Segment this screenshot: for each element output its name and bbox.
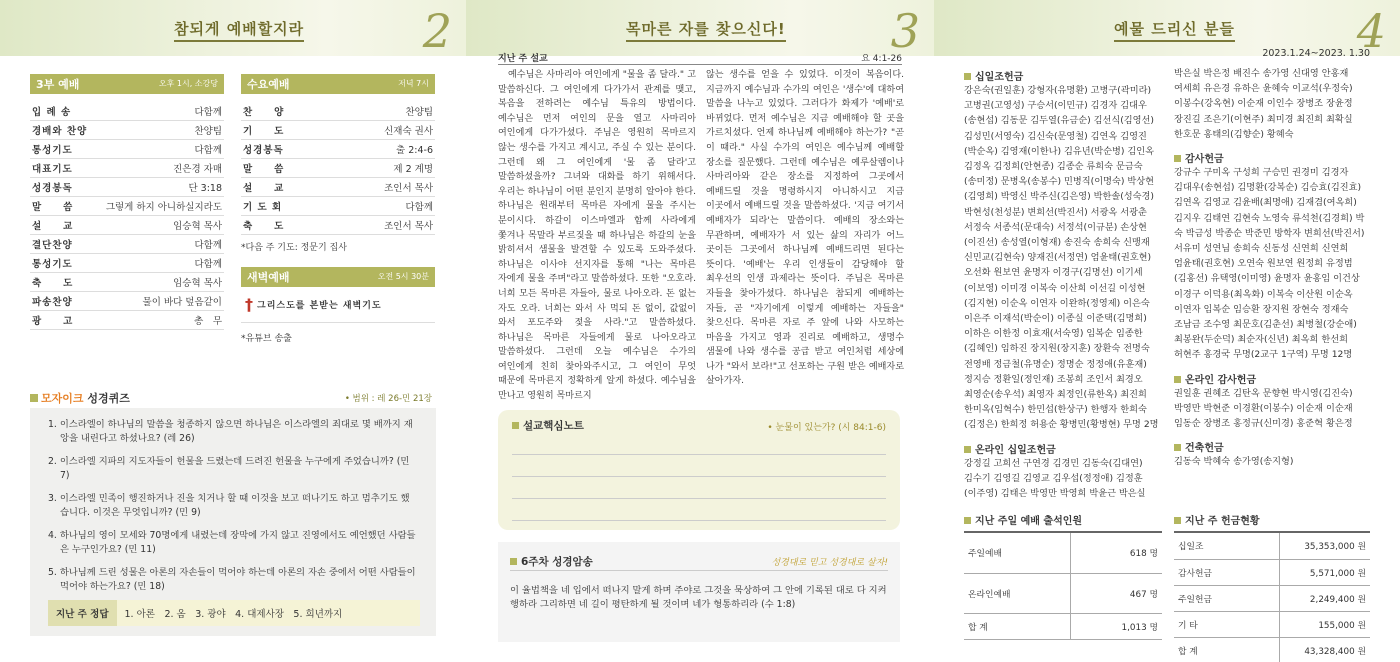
quiz-question: 3. 이스라엘 민족이 행진하거나 진을 치거나 할 때 이것을 보고 떠나기도 하고 멈추기도 했습니다. 이것은 무엇입니까? (민 9) <box>48 493 410 518</box>
page-number: 3 <box>890 4 920 58</box>
attendance-box <box>964 512 1162 640</box>
table-row <box>964 533 1162 573</box>
sunday-row <box>30 292 224 311</box>
page-2 <box>0 0 466 662</box>
row-value: 1,013 명 <box>1071 613 1162 639</box>
order-value: 그렇게 하지 아니하실지라도 <box>105 202 222 213</box>
square-icon <box>30 394 38 402</box>
note-reference: • 눈물이 있는가? (시 84:1-6) <box>767 423 886 433</box>
sunday-row <box>30 140 224 159</box>
page-3 <box>466 0 934 662</box>
order-value: 다함께 <box>405 202 433 213</box>
order-item: 광 고 <box>32 316 74 327</box>
sunday-service-header: 3부 예배 오후 1시, 소강당 <box>30 74 224 94</box>
quiz-question: 2. 이스라엘 지파의 지도자들이 헌물을 드렸는데 드려진 헌물을 누구에게 주었습니까? (민 7) <box>48 456 410 481</box>
order-value: 다함께 <box>194 259 222 270</box>
wed-row <box>241 121 435 140</box>
wednesday-service-header: 수요예배 저녁 7시 <box>241 74 435 94</box>
online-thanks-names: 권일훈 권혜조 김탄옥 문향현 박시영(김진숙) 박영만 박현준 이경환(이봉수) 이순재 이순재 임동순 장병조 홍정규(신미경) 홍준혁 황은정 <box>1174 387 1353 430</box>
order-value: 다함께 <box>194 145 222 156</box>
order-item: 말 씀 <box>32 202 74 213</box>
order-value: 조인서 목사 <box>384 183 433 194</box>
sunday-row <box>30 273 224 292</box>
page-title: 참되게 예배할지라 <box>174 18 304 42</box>
row-value: 618 명 <box>1071 533 1162 573</box>
finance-box <box>1174 512 1370 662</box>
quiz-header: 모자이크 성경퀴즈 • 범위 : 레 26-민 21장 <box>30 384 436 408</box>
cross-icon: † <box>245 295 253 314</box>
page-title: 목마른 자를 찾으신다! <box>626 18 786 42</box>
table-row <box>964 573 1162 613</box>
tithe-names-continued: 박은실 박은정 배진수 송가영 신대영 안홍재 여세희 유은경 유하은 윤혜숙 이교석(우정숙) 이봉수(강옥현) 이순재 이인수 장병조 장윤정 장진길 조은기(이현주) 최미경 최진희 최확실 한호문 홍태의(김향순) 황혜숙 <box>1174 68 1353 140</box>
page-header <box>0 0 466 56</box>
memory-tag: 성경대로 믿고 성경대로 살자! <box>771 558 888 568</box>
sunday-row <box>30 102 224 121</box>
thanks-names: 강규수 구미옥 구성희 구승민 권경미 김경자 김대우(송현섭) 김명환(강복순) 김승효(김진효) 김연옥 김영교 김윤배(최명애) 김재겸(여옥희) 김지우 김태연 김현숙 노영숙 류석천(김경희) 박 숙 박금성 박종순 박준민 방학자 변희선(박진서) 서유미 성연님 송희숙 신동성 신연희 신연희 엄윤태(권호현) 오연숙 원보연 원정희 유정범(김홍선) 유택영(이미영) 윤명자 윤홍임 이건상 이경구 이덕용(최옥화) 이복숙 이산원 이순옥 이연자 임복순 임승환 장지원 장현숙 정재숙 조남금 조수영 최문호(김춘선) 최병철(강순애) 최봉완(두순덕) 최순자(신년) 최옥희 한선희 허현주 홍경국 무명(2교구 1구역) 무명 12명 <box>1174 167 1365 361</box>
quiz-question: 1. 이스라엘이 하나님의 말씀을 청종하지 않으면 하나님은 이스라엘의 죄대로 몇 배까지 재앙을 내린다고 하셨나요? (레 26) <box>48 419 413 444</box>
order-value: 총 무 <box>194 316 222 327</box>
page-title: 예물 드리신 분들 <box>1114 18 1235 42</box>
order-item: 입 례 송 <box>32 107 72 118</box>
sunday-row <box>30 235 224 254</box>
order-item: 결단찬양 <box>32 240 73 251</box>
row-value: 35,353,000 원 <box>1280 533 1370 559</box>
note-title: 설교핵심노트 <box>512 418 584 433</box>
order-item: 기 도 <box>243 126 285 137</box>
table-row <box>1174 611 1370 637</box>
order-item: 말 씀 <box>243 164 285 175</box>
order-value: 진은경 자매 <box>173 164 222 175</box>
tithe-title: 십일조헌금 <box>964 68 1164 83</box>
sermon-reference: 요 4:1-26 <box>861 54 902 64</box>
order-value: 찬양팀 <box>405 107 433 118</box>
order-value: 임승혁 목사 <box>173 221 222 232</box>
order-item: 축 도 <box>243 221 285 232</box>
wed-row <box>241 178 435 197</box>
order-item: 찬 양 <box>243 107 285 118</box>
order-value: 다함께 <box>194 107 222 118</box>
page-number: 4 <box>1356 4 1386 58</box>
sunday-row <box>30 254 224 273</box>
order-value: 신재숙 권사 <box>384 126 433 137</box>
row-label: 주일예배 <box>964 533 1071 573</box>
order-item: 기 도 회 <box>243 202 283 213</box>
table-row <box>964 613 1162 639</box>
table-row <box>1174 533 1370 559</box>
online-thanks-title: 온라인 감사헌금 <box>1174 371 1374 386</box>
tithe-names: 강은숙(권일훈) 강형자(유명환) 고병구(곽미라) 고병권(고영성) 구승서(이민규) 김경자 김대우(송현섭) 김동문 김두열(유금순) 김선식(김영선) 김성민(서영숙) 김신숙(문영철) 김연옥 김영진(박순옥) 김영재(이한나) 김유년(박순병) 김인옥 김정옥 김정희(안현종) 김종순 류희숙 문금숙(송미정) 문병옥(송봉수) 민병직(이명숙) 박상현(김영희) 박영신 박주신(김은영) 박한솔(성숙경) 박현성(천성분) 변희선(박진서) 서광옥 서광춘 서정숙 서종석(문대숙) 서정석(이규분) 손상현(이진선) 송성열(이형재) 송진숙 송희숙 신맹재 신민교(김현숙) 양재진(서정연) 엄윤태(권호현) 오선화 원보연 윤명자 이경구(김명선) 이기세(이보영) 이미경 이복숙 이산희 이선길 이성현(김지현) 이순옥 이연자 이완하(정영제) 이은숙 이은주 이재석(박순이) 이종실 이준택(김명희) 이하은 이한정 이효재(서숙영) 임복순 임종한(김혜인) 임하진 장지원(장지훈) 장환숙 전명숙 전영배 정금철(유명순) 정명순 정정애(유훈재) 정지승 정환일(정인재) 조봉희 조인서 최경오 최영순(송우석) 최영자 최정인(류한옥) 최진희 한미옥(임혁수) 한민섭(한상구) 한행자 한희숙(김정은) 한희정 허용순 황병민(황병현) 무명 2명 <box>964 85 1159 431</box>
sunday-service-box <box>30 74 224 330</box>
memory-title: 6주차 성경암송 <box>510 554 593 569</box>
sunday-row <box>30 216 224 235</box>
order-value: 제 2 계명 <box>393 164 433 175</box>
sermon-note-box <box>498 410 900 530</box>
wed-row <box>241 197 435 216</box>
sunday-row <box>30 197 224 216</box>
order-value: 찬양팀 <box>194 126 222 137</box>
row-label: 기 타 <box>1174 611 1280 637</box>
row-value: 155,000 원 <box>1280 611 1370 637</box>
order-value: 단 3:18 <box>188 183 222 194</box>
sunday-row <box>30 121 224 140</box>
quiz-answers: 지난 주 정답 1. 아론 2. 옴 3. 광야 4. 대제사장 5. 희년까지 <box>48 600 420 626</box>
order-value: 다함께 <box>194 240 222 251</box>
order-item: 성경봉독 <box>243 145 284 156</box>
page-number: 2 <box>422 4 452 58</box>
row-label: 온라인예배 <box>964 573 1071 613</box>
order-item: 설 교 <box>32 221 74 232</box>
wednesday-service-box <box>241 74 435 344</box>
youtube-note: *유튜브 송출 <box>241 334 292 344</box>
page-4 <box>934 0 1400 662</box>
order-item: 통성기도 <box>32 259 73 270</box>
sermon-column-1: 예수님은 사마리아 여인에게 "물을 좀 달라." 고 말씀하신다. 그 여인에게 다가가서 관계를 맺고, 복음을 전하려는 예수님 특유의 방법이다. 예수님은 먼저 여인의 문을 열고 사마리아 여인에게 다가가셨다. 주님은 영원히 목마르지 않는 생수를 가지고 계시고, 주실 수 있는 분이다. 그런데 왜 그 여인에게 '물 좀 달라'고 말씀하셨을까? 그녀와 대화를 하기 위해서다. 우리는 하나님이 어떤 분인지 분명히 알아야 한다. 하나님은 원래부터 목마른 자에게 물을 주시는 분이시다. 하갈이 이스마엘과 함께 사라에게 쫓겨나 목말라 부르짖을 때 하나님은 하갈의 눈을 밝히셔서 샘물을 발견할 수 있도록 도와주셨다. 하나님은 이사야 선지자를 통해 "나는 목마른 자에게 물을 주며"라고 말씀하셨다. 또한 "오호라. 너희 모든 목마른 자들아, 물로 나아오라. 돈 없는 자도 오라. 너희는 와서 사 먹되 돈 없이, 값없이 와서 포도주와 젖을 사라."고 말씀하셨다. 하나님은 목마른 자들에게 물로 나아오라고 말씀하셨다. 그런데 오늘 예수님은 수가의 여인에게 친히 찾아와주시고, 그 여인이 무엇 때문에 목마른지 정확하게 알게 하셨다. 예수님을 만나고 영원히 목마르지 <box>498 70 696 402</box>
order-value: 물이 바다 덮음같이 <box>142 297 222 308</box>
quiz-question: 5. 하나님께 드린 성물은 아론의 자손들이 먹어야 하는데 아론의 자손 중에서 어떤 사람들이 먹어야 하는가요? (민 18) <box>48 567 416 592</box>
row-label: 주일헌금 <box>1174 585 1280 611</box>
order-item: 축 도 <box>32 278 74 289</box>
order-value: 출 2:4-6 <box>396 145 433 156</box>
thanks-title: 감사헌금 <box>1174 150 1374 165</box>
order-item: 파송찬양 <box>32 297 73 308</box>
row-value: 467 명 <box>1071 573 1162 613</box>
dawn-service-header: 새벽예배 오전 5시 30분 <box>241 267 435 287</box>
prayer-note: *다음 주 기도: 정문기 집사 <box>241 243 347 253</box>
row-value: 43,328,400 원 <box>1280 637 1370 662</box>
wed-row <box>241 159 435 178</box>
quiz-question: 4. 하나님의 영이 모세와 70명에게 내렸는데 장막에 가지 않고 진영에서도 예언했던 사람들은 누구인가요? (민 11) <box>48 530 416 555</box>
order-item: 대표기도 <box>32 164 73 175</box>
online-tithe-names: 강정길 고희선 구연경 김경민 김동숙(김대연) 김수기 김영길 김영교 김우섭(정정애) 김정훈(이주영) 김태은 박영만 박영희 박윤근 박은실 <box>964 457 1146 500</box>
dawn-logo: † 그리스도를 본받는 새벽기도 <box>241 287 435 323</box>
order-item: 성경봉독 <box>32 183 73 194</box>
order-item: 경배와 찬양 <box>32 126 88 137</box>
page-header <box>466 0 934 56</box>
sunday-row <box>30 159 224 178</box>
building-title: 건축헌금 <box>1174 439 1374 454</box>
wed-row <box>241 140 435 159</box>
attendance-title: 지난 주일 예배 출석인원 <box>964 512 1162 527</box>
table-row <box>1174 637 1370 662</box>
offering-column-2 <box>1174 66 1374 469</box>
row-label: 합 계 <box>1174 637 1280 662</box>
sunday-row <box>30 311 224 330</box>
order-item: 설 교 <box>243 183 285 194</box>
online-tithe-title: 온라인 십일조헌금 <box>964 441 1164 456</box>
wed-row <box>241 216 435 235</box>
memory-text: 이 율법책을 네 입에서 떠나지 말게 하며 주야로 그것을 묵상하여 그 안에 기록된 대로 다 지켜 행하라 그리하면 네 길이 평탄하게 될 것이며 네가 형통하리라 (수 1:8) <box>510 585 887 610</box>
wed-row <box>241 102 435 121</box>
table-row <box>1174 585 1370 611</box>
offering-column-1 <box>964 60 1164 501</box>
finance-title: 지난 주 헌금현황 <box>1174 512 1370 527</box>
order-item: 통성기도 <box>32 145 73 156</box>
memory-verse-box <box>498 542 900 642</box>
row-label: 합 계 <box>964 613 1071 639</box>
order-value: 임승혁 목사 <box>173 278 222 289</box>
table-row <box>1174 559 1370 585</box>
bible-quiz-box <box>30 384 436 636</box>
order-value: 조인서 목사 <box>384 221 433 232</box>
sermon-column-2: 않는 생수를 얻을 수 있었다. 이것이 복음이다. 지금까지 예수님과 수가의 여인은 '생수'에 대하여 말씀을 나누고 있었다. 그러다가 화제가 '예배'로 바뀌었다. 먼저 예수님은 지금 예배해야 할 곳을 가르치셨다. 언제 하나님께 예배해야 하는가? "곧 이 때라." 사실 수가의 여인은 예수님께 예배할 장소를 질문했다. 그런데 예수님은 예루살렘이나 사마리아와 같은 장소를 지정하여 그곳에서 예배드릴 것을 명령하시지 아니하시고 지금 이곳에서 예배드릴 것을 말씀하셨다. '지금 여기서 예배자가 되라'는 말씀이다. 예배의 장소와는 무관하며, 예배자가 서 있는 삶의 자리가 어느 곳이든 그곳에서 하나님께 예배드리면 된다는 뜻이다. '예배'는 우리 인생들이 감당해야 할 최우선의 인생 과제라는 뜻이다. 주님은 목마른 자들을 찾아가셨다. 하나님은 참되게 예배하는 자들, 곧 "자기에게 이렇게 예배하는 자들을" 찾으신다. 목마른 자로 주 앞에 나와 사모하는 마음을 가지고 영과 진리로 예배하고, 생명수 샘물에 나와 생수를 공급 받고 여인처럼 세상에 나가 "와서 보라!"고 선포하는 구원 받은 예배자로 살아가자. <box>706 70 904 387</box>
row-label: 십일조 <box>1174 533 1280 559</box>
sermon-label: 지난 주 설교 <box>498 54 548 64</box>
building-names: 김동숙 박혜숙 송가영(송지형) <box>1174 456 1294 468</box>
row-label: 감사헌금 <box>1174 559 1280 585</box>
offering-period: 2023.1.24~2023. 1.30 <box>1262 48 1370 59</box>
row-value: 2,249,400 원 <box>1280 585 1370 611</box>
row-value: 5,571,000 원 <box>1280 559 1370 585</box>
sunday-row <box>30 178 224 197</box>
